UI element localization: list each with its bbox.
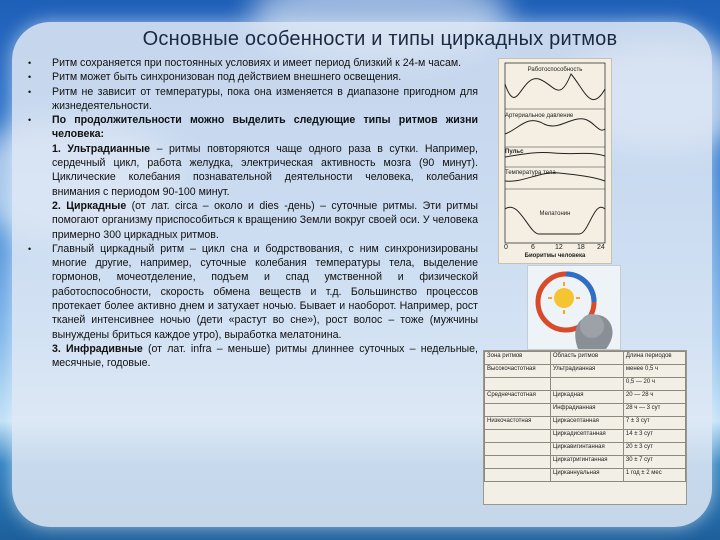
table-cell: 20 ± 3 сут [623,443,685,456]
ultradian-paragraph [28,142,478,199]
bullet-item [28,56,478,70]
bullet-item [28,85,478,114]
circadian-axis-tick: 0 [504,244,508,251]
table-cell: 0,5 — 20 ч [623,378,685,391]
table-row [485,469,686,482]
table-cell: менее 0,5 ч [623,365,685,378]
table-cell: 7 ± 3 сут [623,417,685,430]
bullet-item [28,113,478,142]
circadian-row-label: Артериальное давление [505,113,574,119]
table-cell [550,378,623,391]
table-header-cell: Область ритмов [550,352,623,365]
bullet-dot: • [28,86,32,97]
table-cell [485,404,551,417]
circadian-caption: Биоритмы человека [524,253,586,259]
rhythm-classification-table [483,350,687,505]
bullet-item [28,70,478,84]
bullet-dot: • [28,243,32,254]
bullet-dot: • [28,115,32,126]
bullet-item [28,242,478,342]
rhythm-table [484,351,686,482]
table-cell: Циркавигинтанная [550,443,623,456]
head-clock-icon [528,266,620,349]
table-header-cell: Зона ритмов [485,352,551,365]
table-cell: 28 ч — 3 сут [623,404,685,417]
table-cell: Среднечастотная [485,391,551,404]
table-cell: Ультрадианная [550,365,623,378]
page-title: Основные особенности и типы циркадных ритмов [142,28,618,50]
table-cell: Цирканнуальная [550,469,623,482]
circadian-row-label: Температура тела [505,170,556,176]
ultradian-term: 1. Ультрадианные [52,142,151,155]
table-cell: 1 год ± 2 мес [623,469,685,482]
rhythm-types-lead: По продолжительности можно выделить следующие типы ритмов жизни человека: [52,114,478,141]
table-cell: Циркатригинтанная [550,456,623,469]
bullet-text: Ритм не зависит от температуры, пока она изменяется в диапазоне пригодном для жизнедеятельности. [52,85,478,112]
table-cell: Циркасептанная [550,417,623,430]
table-cell [485,469,551,482]
table-cell: 20 — 28 ч [623,391,685,404]
table-cell: Низкочастотная [485,417,551,430]
circadian-axis-tick: 12 [555,244,563,251]
table-cell: 14 ± 3 сут [623,430,685,443]
table-cell: Инфрадианная [550,404,623,417]
bullet-dot: • [28,72,32,83]
circadian-paragraph [28,199,478,242]
bullet-text: Ритм может быть синхронизован под действием внешнего освещения. [52,71,402,84]
circadian-axis-tick: 18 [577,244,585,251]
circadian-axis-tick: 6 [531,244,535,251]
table-row [485,430,686,443]
table-row [485,417,686,430]
circadian-text: (от лат. circa – около и dies -день) – суточные ритмы. Эти ритмы помогают организму приспособиться к вращению Земли вокруг своей оси. У человека примерно 300 циркадных ритмов. [52,199,478,241]
circadian-axis-tick: 24 [597,244,605,251]
table-cell: Циркадная [550,391,623,404]
table-header-row [485,352,686,365]
infradian-term: 3. Инфрадивные [52,342,143,355]
text-column [28,56,478,371]
table-cell [485,430,551,443]
table-cell: 30 ± 7 сут [623,456,685,469]
infradian-text: (от лат. infra – меньше) ритмы длиннее суточных – недельные, месячные, годовые. [52,342,479,370]
table-row [485,404,686,417]
table-header-cell: Длина периодов [623,352,685,365]
table-cell [485,378,551,391]
table-row [485,443,686,456]
bullet-text: Ритм сохраняется при постоянных условиях и имеет период близкий к 24-м часам. [52,57,462,69]
ultradian-text: – ритмы повторяются чаще одного раза в сутки. Например, сердечный цикл, работа желудка, электрическая активность мозга (90 минут). Циклические колебания познавательной деятельности человека, колебания внимания с периодом 90-100 минут. [52,142,478,198]
table-cell [485,456,551,469]
circadian-curves [499,59,611,263]
biological-clock-illustration [527,265,621,350]
circadian-rhythms-figure [498,58,612,264]
circadian-row-label: Мелатонин [539,211,571,217]
table-row [485,378,686,391]
table-cell: Высокочастотная [485,365,551,378]
table-row [485,456,686,469]
circadian-row-label: Работоспособность [527,67,583,73]
table-cell: Циркадисептанная [550,430,623,443]
main-rhythm-text: Главный циркадный ритм – цикл сна и бодрствования, с ним синхронизированы многие другие, например, суточные колебания температуры тела, выделение гормонов, мочеотделение, подъем и спад умственной и физической работоспособности, скорость обмена веществ и т.д. Большинство процессов протекает более активно днем и затухает ночью. Бывает и наоборот. Например, рост тканей интенсивнее ночью (дети «растут во сне»), рост волос – тоже (мужчины вынуждены бриться каждое утро), выработка мелатонина. [52,242,478,341]
bullet-dot: • [28,58,32,68]
circadian-term: 2. Циркадные [52,199,127,212]
table-row [485,391,686,404]
table-row [485,365,686,378]
circadian-row-label: Пульс [505,149,524,155]
table-cell [485,443,551,456]
infradian-paragraph [28,342,478,371]
